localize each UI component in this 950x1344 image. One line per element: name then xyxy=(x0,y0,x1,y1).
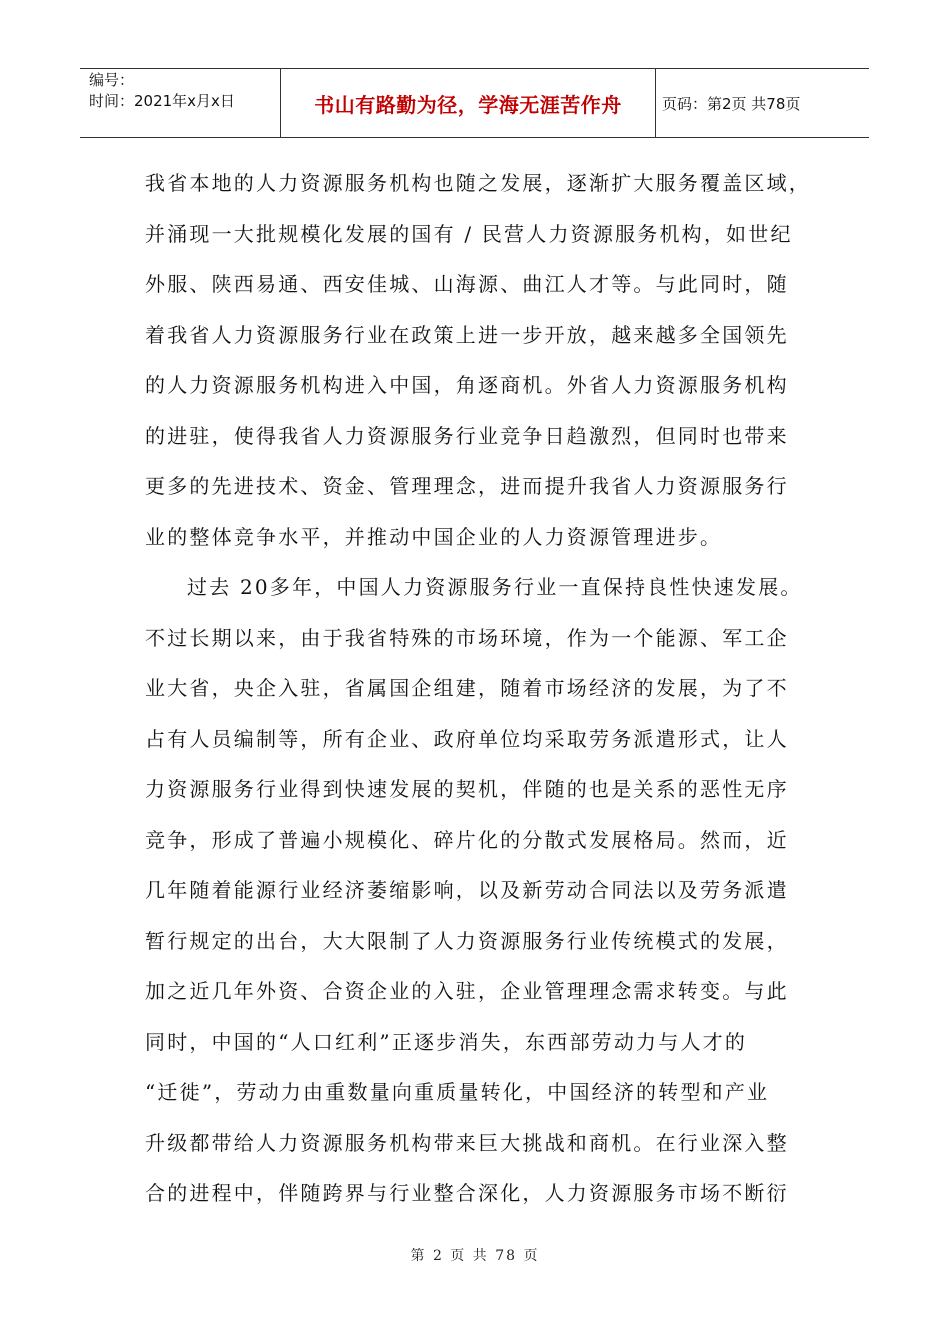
header-page-info: 页码：第2页 共78页 xyxy=(662,94,801,113)
body-line: 并涌现一大批规模化发展的国有 / 民营人力资源服务机构，如世纪 xyxy=(145,221,793,246)
body-line: 的进驻，使得我省人力资源服务行业竞争日趋激烈，但同时也带来 xyxy=(145,423,789,448)
document-number-label: 编号： xyxy=(89,71,135,89)
body-line: 业大省，央企入驻，省属国企组建，随着市场经济的发展，为了不 xyxy=(145,676,789,700)
body-line: 不过长期以来，由于我省特殊的市场环境，作为一个能源、军工企 xyxy=(145,625,789,650)
body-line: 加之近几年外资、合资企业的入驻，企业管理理念需求转变。与此 xyxy=(145,979,789,1003)
footer-page-number: 第 2 页 共 78 页 xyxy=(410,1248,540,1264)
body-line: 升级都带给人力资源服务机构带来巨大挑战和商机。在行业深入整 xyxy=(145,1130,789,1155)
body-line: 同时，中国的“人口红利”正逐步消失，东西部劳动力与人才的 xyxy=(145,1029,748,1054)
body-line: 业的整体竞争水平，并推动中国企业的人力资源管理进步。 xyxy=(145,524,723,549)
document-time-label: 时间：2021年x月x日 xyxy=(89,92,235,110)
header-motto-cell xyxy=(281,69,656,137)
paragraph-start-line: 过去 20多年，中国人力资源服务行业一直保持良性快速发展。 xyxy=(187,575,803,599)
body-line: 我省本地的人力资源服务机构也随之发展，逐渐扩大服务覆盖区域， xyxy=(145,171,811,195)
body-line: 占有人员编制等，所有企业、政府单位均采取劳务派遣形式，让人 xyxy=(145,726,789,751)
body-line: “迁徙”，劳动力由重数量向重质量转化，中国经济的转型和产业 xyxy=(145,1080,770,1104)
body-line: 竞争，形成了普遍小规模化、碎片化的分散式发展格局。然而，近 xyxy=(145,827,789,852)
body-line: 着我省人力资源服务行业在政策上进一步开放，越来越多全国领先 xyxy=(145,322,789,347)
page-footer xyxy=(0,1245,950,1265)
body-line: 的人力资源服务机构进入中国，角逐商机。外省人力资源服务机构 xyxy=(145,373,789,397)
body-line: 外服、陕西易通、西安佳城、山海源、曲江人才等。与此同时，随 xyxy=(145,272,789,296)
header-meta-cell xyxy=(80,69,281,137)
body-line: 更多的先进技术、资金、管理理念，进而提升我省人力资源服务行 xyxy=(145,474,789,498)
header-table xyxy=(80,68,869,138)
header-motto: 书山有路勤为径，学海无涯苦作舟 xyxy=(314,92,622,117)
body-line: 力资源服务行业得到快速发展的契机，伴随的也是关系的恶性无序 xyxy=(145,777,789,801)
header-page-cell xyxy=(656,69,869,137)
document-body xyxy=(145,158,810,1219)
body-line: 几年随着能源行业经济萎缩影响，以及新劳动合同法以及劳务派遣 xyxy=(145,878,789,902)
body-line: 合的进程中，伴随跨界与行业整合深化，人力资源服务市场不断衍 xyxy=(145,1181,789,1205)
body-line: 暂行规定的出台，大大限制了人力资源服务行业传统模式的发展， xyxy=(145,928,789,953)
